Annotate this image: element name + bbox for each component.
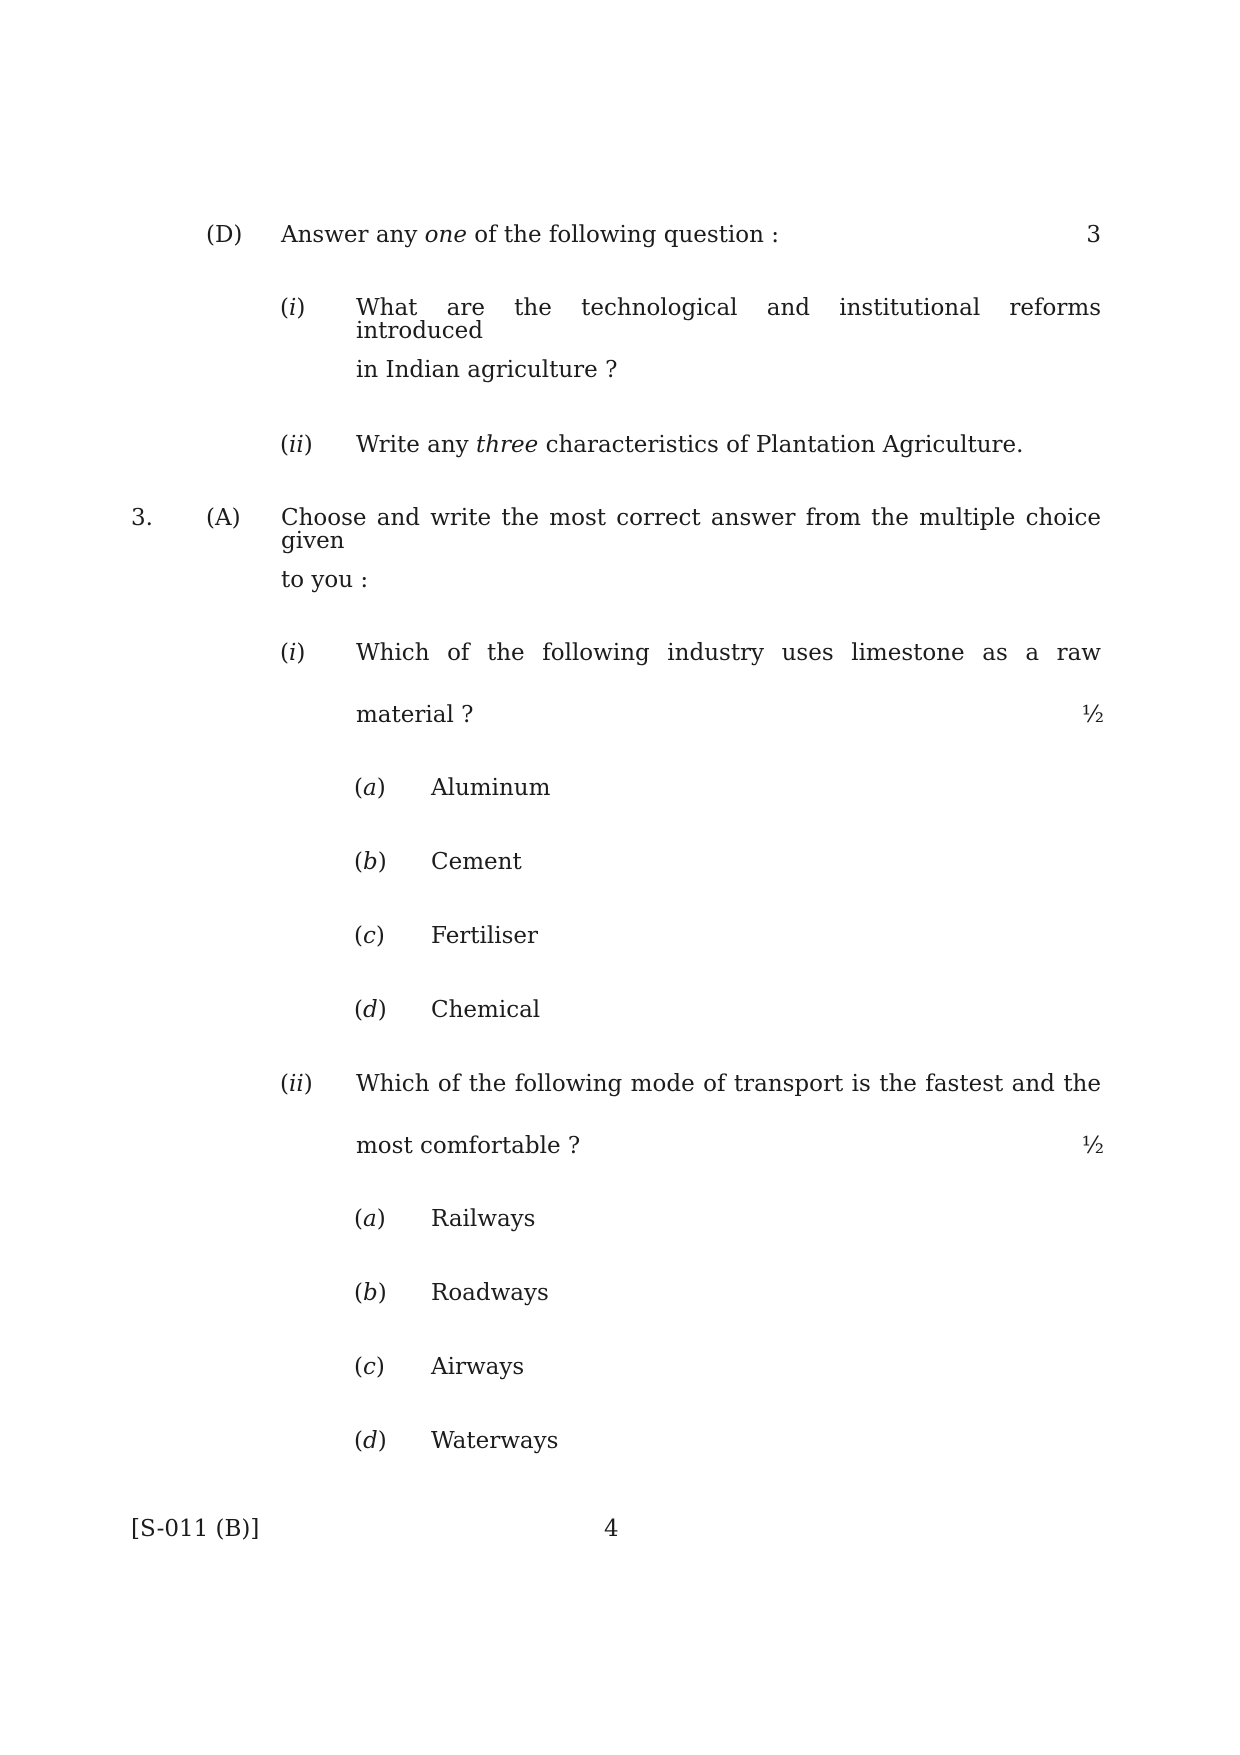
section-d-instruction: Answer any one of the following question : (281, 222, 779, 248)
item-number: (i) (280, 295, 306, 321)
page-number: 4 (604, 1516, 619, 1542)
option-text: Chemical (431, 997, 541, 1023)
option-letter: (b) (354, 849, 387, 875)
item-number: (ii) (280, 432, 313, 458)
subquestion-number: (ii) (280, 1071, 313, 1097)
option-letter: (a) (354, 1206, 386, 1232)
subquestion-marks: ½ (1081, 702, 1104, 728)
question-text-line: Choose and write the most correct answer from the multiple choice given (281, 505, 1101, 554)
question-number: 3. (131, 505, 153, 531)
option-text: Cement (431, 849, 522, 875)
option-letter: (c) (354, 1354, 385, 1380)
option-text: Aluminum (431, 775, 551, 801)
section-d-marks: 3 (1086, 222, 1101, 248)
option-letter: (d) (354, 997, 387, 1023)
subquestion-text-line: most comfortable ? (356, 1133, 581, 1159)
option-text: Fertiliser (431, 923, 539, 949)
paper-code: [S-011 (B)] (131, 1516, 260, 1542)
item-text-line: What are the technological and institutional reforms introduced (356, 295, 1101, 344)
section-d-label: (D) (206, 222, 243, 248)
item-text-line: in Indian agriculture ? (356, 357, 618, 383)
option-text: Waterways (431, 1428, 559, 1454)
option-text: Roadways (431, 1280, 549, 1306)
question-part-label: (A) (206, 505, 241, 531)
question-text-line: to you : (281, 567, 369, 593)
option-letter: (a) (354, 775, 386, 801)
subquestion-text-line: material ? (356, 702, 474, 728)
subquestion-text-line: Which of the following industry uses limestone as a raw (356, 640, 1101, 666)
item-text-line: Write any three characteristics of Plantation Agriculture. (356, 432, 1024, 458)
subquestion-number: (i) (280, 640, 306, 666)
option-text: Railways (431, 1206, 536, 1232)
option-letter: (d) (354, 1428, 387, 1454)
subquestion-text-line: Which of the following mode of transport is the fastest and the (356, 1071, 1101, 1097)
option-letter: (b) (354, 1280, 387, 1306)
option-letter: (c) (354, 923, 385, 949)
option-text: Airways (431, 1354, 525, 1380)
subquestion-marks: ½ (1081, 1133, 1104, 1159)
